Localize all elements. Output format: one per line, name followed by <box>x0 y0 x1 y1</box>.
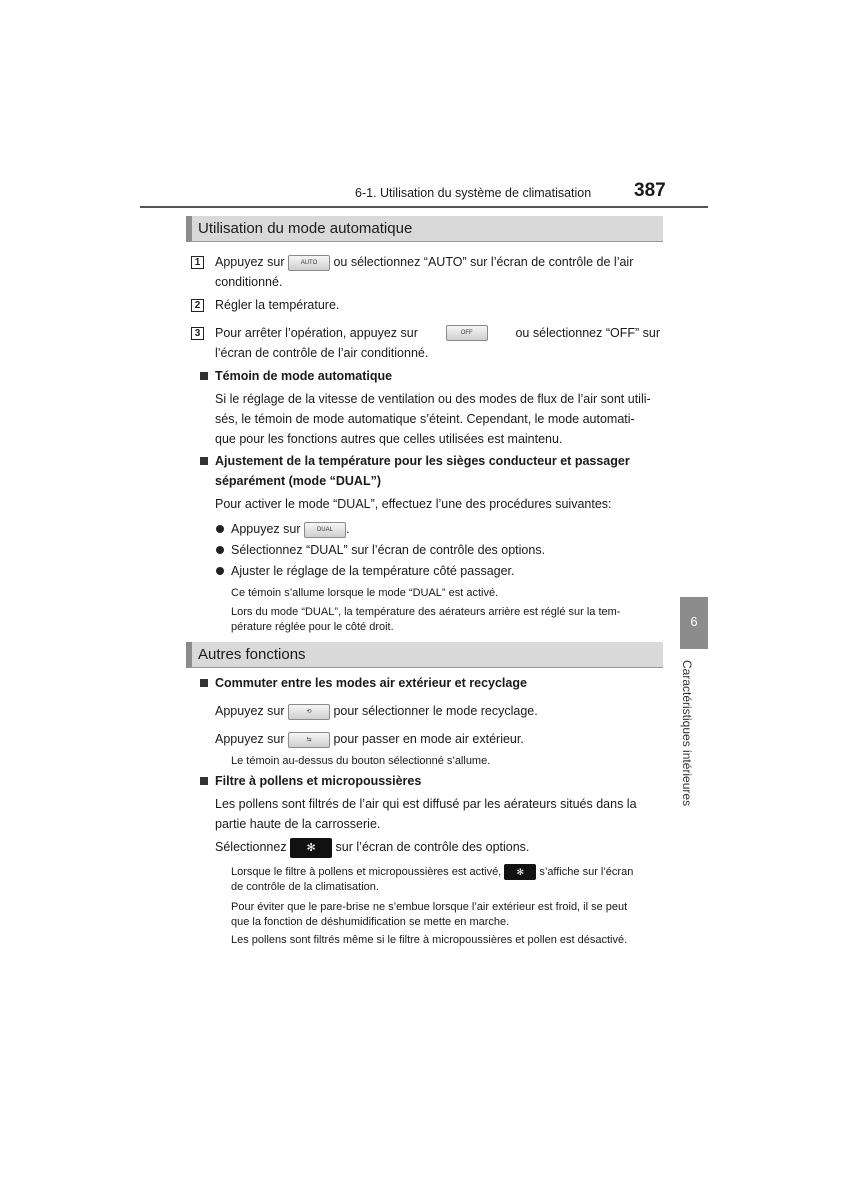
dual-note-2: Lors du mode “DUAL”, la température des aérateurs arrière est réglé sur la tem- pérature réglée pour le côté droit. <box>231 606 621 633</box>
pollen-filter-icon: ✻ <box>290 838 332 858</box>
chapter-label-vertical <box>680 660 698 820</box>
step-3-line2: l’écran de contrôle de l’air conditionné. <box>215 346 429 360</box>
filter-note-1: Lorsque le filtre à pollens et micropoussières est activé, ✻ s’affiche sur l’écran de contrôle de la climatisation. <box>231 865 634 893</box>
dual-bullet-2: Sélectionnez “DUAL” sur l’écran de contrôle des options. <box>231 543 546 557</box>
auto-button-icon: AUTO <box>288 255 330 271</box>
switch-line-1: Appuyez sur ⟲ pour sélectionner le mode recyclage. <box>215 704 538 718</box>
indicator-paragraph: Si le réglage de la vitesse de ventilation ou des modes de flux de l’air sont utili- sés, le témoin de mode automatique s’éteint. Cependant, le mode automati- que pour les fonctions autres que celles utilisées est maintenu. <box>215 392 651 446</box>
filter-paragraph: Les pollens sont filtrés de l’air qui est diffusé par les aérateurs situés dans la partie haute de la carrosserie. <box>215 797 637 831</box>
dual-bullet-3: Ajuster le réglage de la température côté passager. <box>231 564 515 578</box>
step-number-box: 1 <box>191 256 204 269</box>
square-bullet <box>200 777 208 785</box>
step-number-box: 3 <box>191 327 204 340</box>
switch-note: Le témoin au-dessus du bouton sélectionné s’allume. <box>231 755 491 767</box>
dual-intro: Pour activer le mode “DUAL”, effectuez l’une des procédures suivantes: <box>215 497 612 511</box>
switch-title: Commuter entre les modes air extérieur et recyclage <box>215 676 527 690</box>
switch-line-2: Appuyez sur ⇆ pour passer en mode air extérieur. <box>215 732 524 746</box>
indicator-title: Témoin de mode automatique <box>215 369 393 383</box>
step-3-line: Pour arrêter l’opération, appuyez sur OFF ou sélectionnez “OFF” sur <box>215 326 660 340</box>
chapter-label: Caractéristiques intérieures <box>680 660 694 807</box>
off-button-icon: OFF <box>446 325 488 341</box>
step-1-line2: conditionné. <box>215 275 283 289</box>
pollen-filter-icon: ✻ <box>504 864 536 880</box>
section-heading-auto-mode <box>186 216 663 242</box>
dual-title: Ajustement de la température pour les sièges conducteur et passager séparément (mode “DUAL”) <box>215 454 630 488</box>
square-bullet <box>200 457 208 465</box>
section-title: Autres fonctions <box>198 646 306 663</box>
chapter-number: 6 <box>690 614 698 629</box>
section-heading-other-functions <box>186 642 663 668</box>
dual-button-icon: DUAL <box>304 522 346 538</box>
square-bullet <box>200 679 208 687</box>
section-title: Utilisation du mode automatique <box>198 220 413 237</box>
running-header-title: 6-1. Utilisation du système de climatisation <box>355 186 592 200</box>
page-number: 387 <box>634 180 666 201</box>
filter-note-3: Les pollens sont filtrés même si le filtre à micropoussières et pollen est désactivé. <box>231 934 628 946</box>
filter-select-line: Sélectionnez ✻ sur l’écran de contrôle des options. <box>215 837 529 858</box>
round-bullet <box>216 567 224 575</box>
round-bullet <box>216 546 224 554</box>
dual-bullet-1: Appuyez sur DUAL . <box>231 522 350 536</box>
chapter-tab <box>680 597 708 649</box>
filter-title: Filtre à pollens et micropoussières <box>215 774 422 788</box>
square-bullet <box>200 372 208 380</box>
dual-note-1: Ce témoin s’allume lorsque le mode “DUAL” est activé. <box>231 587 499 599</box>
filter-note-2: Pour éviter que le pare-brise ne s’embue lorsque l’air extérieur est froid, il se peut que la fonction de déshumidification se mette en marche. <box>231 901 628 928</box>
step-2-text: Régler la température. <box>215 298 340 312</box>
step-number-box: 2 <box>191 299 204 312</box>
header-rule <box>140 206 708 208</box>
round-bullet <box>216 525 224 533</box>
step-1-line: Appuyez sur AUTO ou sélectionnez “AUTO” sur l’écran de contrôle de l’air <box>215 255 634 269</box>
recirculation-button-icon: ⟲ <box>288 704 330 720</box>
outside-air-button-icon: ⇆ <box>288 732 330 748</box>
